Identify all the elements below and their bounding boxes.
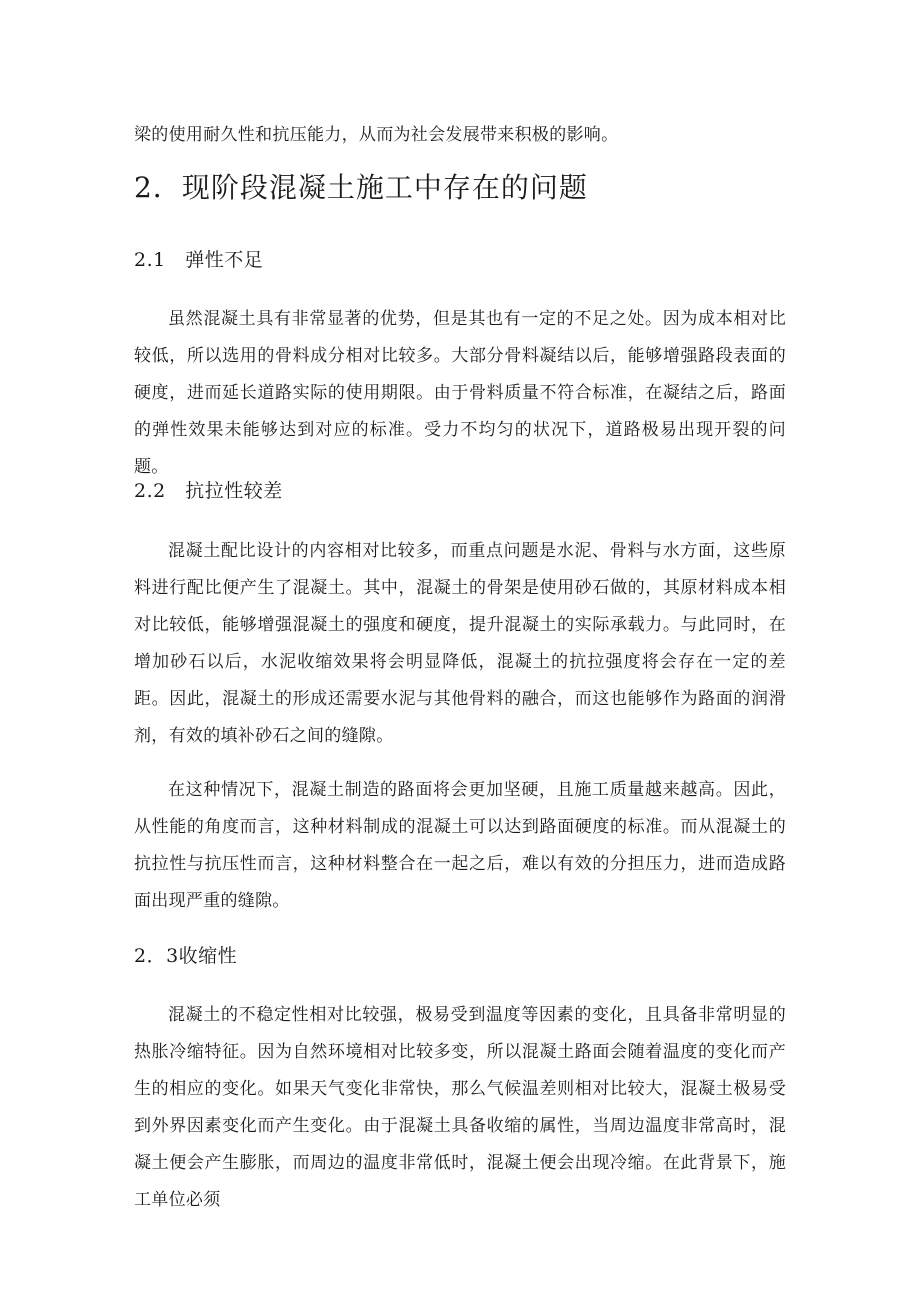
- intro-paragraph-tail: 梁的使用耐久性和抗压能力，从而为社会发展带来积极的影响。: [134, 125, 619, 145]
- subsection-title-2-3: 2．3收缩性: [134, 945, 238, 967]
- section-title: 2．现阶段混凝土施工中存在的问题: [134, 171, 588, 204]
- paragraph-2-2-a: 混凝土配比设计的内容相对比较多，而重点问题是水泥、骨料与水方面，这些原料进行配比便产生了混凝土。其中，混凝土的骨架是使用砂石做的，其原材料成本相对比较低，能够增强混凝土的强度和硬度，提升混凝土的实际承载力。与此同时，在增加砂石以后，水泥收缩效果将会明显降低，混凝土的抗拉强度将会存在一定的差距。因此，混凝土的形成还需要水泥与其他骨料的融合，而这也能够作为路面的润滑剂，有效的填补砂石之间的缝隙。: [134, 541, 786, 746]
- paragraph-2-1: 虽然混凝土具有非常显著的优势，但是其也有一定的不足之处。因为成本相对比较低，所以选用的骨料成分相对比较多。大部分骨料凝结以后，能够增强路段表面的硬度，进而延长道路实际的使用期限。由于骨料质量不符合标准，在凝结之后，路面的弹性效果未能够达到对应的标准。受力不均匀的状况下，道路极易出现开裂的问题。: [134, 309, 786, 477]
- paragraph-2-2-b: 在这种情况下，混凝土制造的路面将会更加坚硬，且施工质量越来越高。因此，从性能的角度而言，这种材料制成的混凝土可以达到路面硬度的标准。而从混凝土的抗拉性与抗压性而言，这种材料整合在一起之后，难以有效的分担压力，进而造成路面出现严重的缝隙。: [134, 780, 786, 911]
- subsection-title-2-2: 2.2 抗拉性较差: [134, 480, 283, 502]
- paragraph-2-3: 混凝土的不稳定性相对比较强，极易受到温度等因素的变化，且具备非常明显的热胀冷缩特征。因为自然环境相对比较多变，所以混凝土路面会随着温度的变化而产生的相应的变化。如果天气变化非常快，那么气候温差则相对比较大，混凝土极易受到外界因素变化而产生变化。由于混凝土具备收缩的属性，当周边温度非常高时，混凝土便会产生膨胀，而周边的温度非常低时，混凝土便会出现冷缩。在此背景下，施工单位必须: [134, 1005, 786, 1210]
- subsection-title-2-1: 2.1 弹性不足: [134, 249, 264, 271]
